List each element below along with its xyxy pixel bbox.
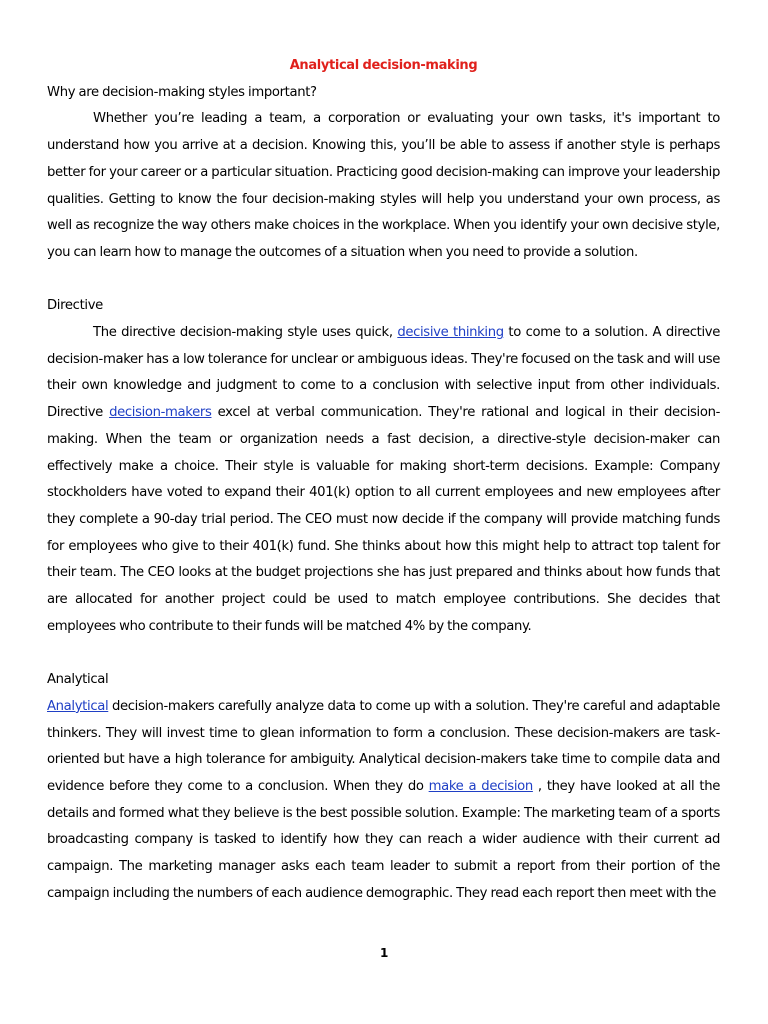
decisive-thinking-link[interactable]: decisive thinking: [397, 325, 504, 341]
analytical-paragraph: [47, 694, 720, 908]
analytical-heading: Analytical: [47, 672, 109, 688]
intro-paragraph: Whether you’re leading a team, a corporation or evaluating your own tasks, it's important to understand how you arrive at a decision. Knowing this, you’ll be able to assess if another style is perhaps better for your career or a particular situation. Practicing good decision-making can improve your leadership qualities. Getting to know the four decision-making styles will help you understand your own process, as well as recognize the way others make choices in the workplace. When you identify your own decisive style, you can learn how to manage the outcomes of a situation when you need to provide a solution.: [47, 111, 720, 260]
make-a-decision-link[interactable]: make a decision: [428, 778, 533, 794]
directive-paragraph: [47, 320, 720, 640]
decision-makers-link[interactable]: decision-makers: [109, 405, 212, 421]
directive-text-3: excel at verbal communication. They're rational and logical in their decision-making. When the team or organization needs a fast decision, a directive-style decision-maker can effectively make a choice. Their style is valuable for making short-term decisions. Example: Company stockholders have voted to expand their 401(k) option to all current employees and new employees after they complete a 90-day trial period. The CEO must now decide if the company will provide matching funds for employees who give to their 401(k) fund. She thinks about how this might help to attract top talent for their team. The CEO looks at the budget projections she has just prepared and thinks about how funds that are allocated for another project could be used to match employee contributions. She decides that employees who contribute to their funds will be matched 4% by the company.: [47, 405, 721, 634]
analytical-text-1: decision-makers carefully analyze data to come up with a solution. They're careful and adaptable thinkers. They will invest time to glean information to form a conclusion. These decision-makers are task-oriented but have a high tolerance for ambiguity. Analytical decision-makers take time to compile data and evidence before they come to a conclusion. When they do: [47, 698, 720, 794]
directive-heading: Directive: [47, 298, 103, 314]
page-number: 1: [380, 946, 388, 960]
analytical-text-2: , they have looked at all the details and formed what they believe is the best possible solution. Example: The marketing team of a sports broadcasting company is tasked to identify how they can reach a wider audience with their current ad campaign. The marketing manager asks each team leader to submit a report from their portion of the campaign including the numbers of each audience demographic. They read each report then meet with the: [47, 778, 720, 901]
document-body: [47, 53, 720, 907]
directive-text-1: The directive decision-making style uses quick,: [93, 325, 398, 341]
directive-text-2: to come to a solution. A directive decision-maker has a low tolerance for unclear or ambiguous ideas. They're focused on the task and will use their own knowledge and judgment to come to a conclusion with selective input from other individuals. Directive: [47, 325, 720, 421]
document-title: Analytical decision-making: [289, 58, 478, 73]
section-question: Why are decision-making styles important?: [47, 84, 317, 100]
paragraph-spacer: [47, 267, 720, 294]
analytical-link[interactable]: Analytical: [47, 698, 109, 714]
paragraph-spacer: [47, 640, 720, 667]
